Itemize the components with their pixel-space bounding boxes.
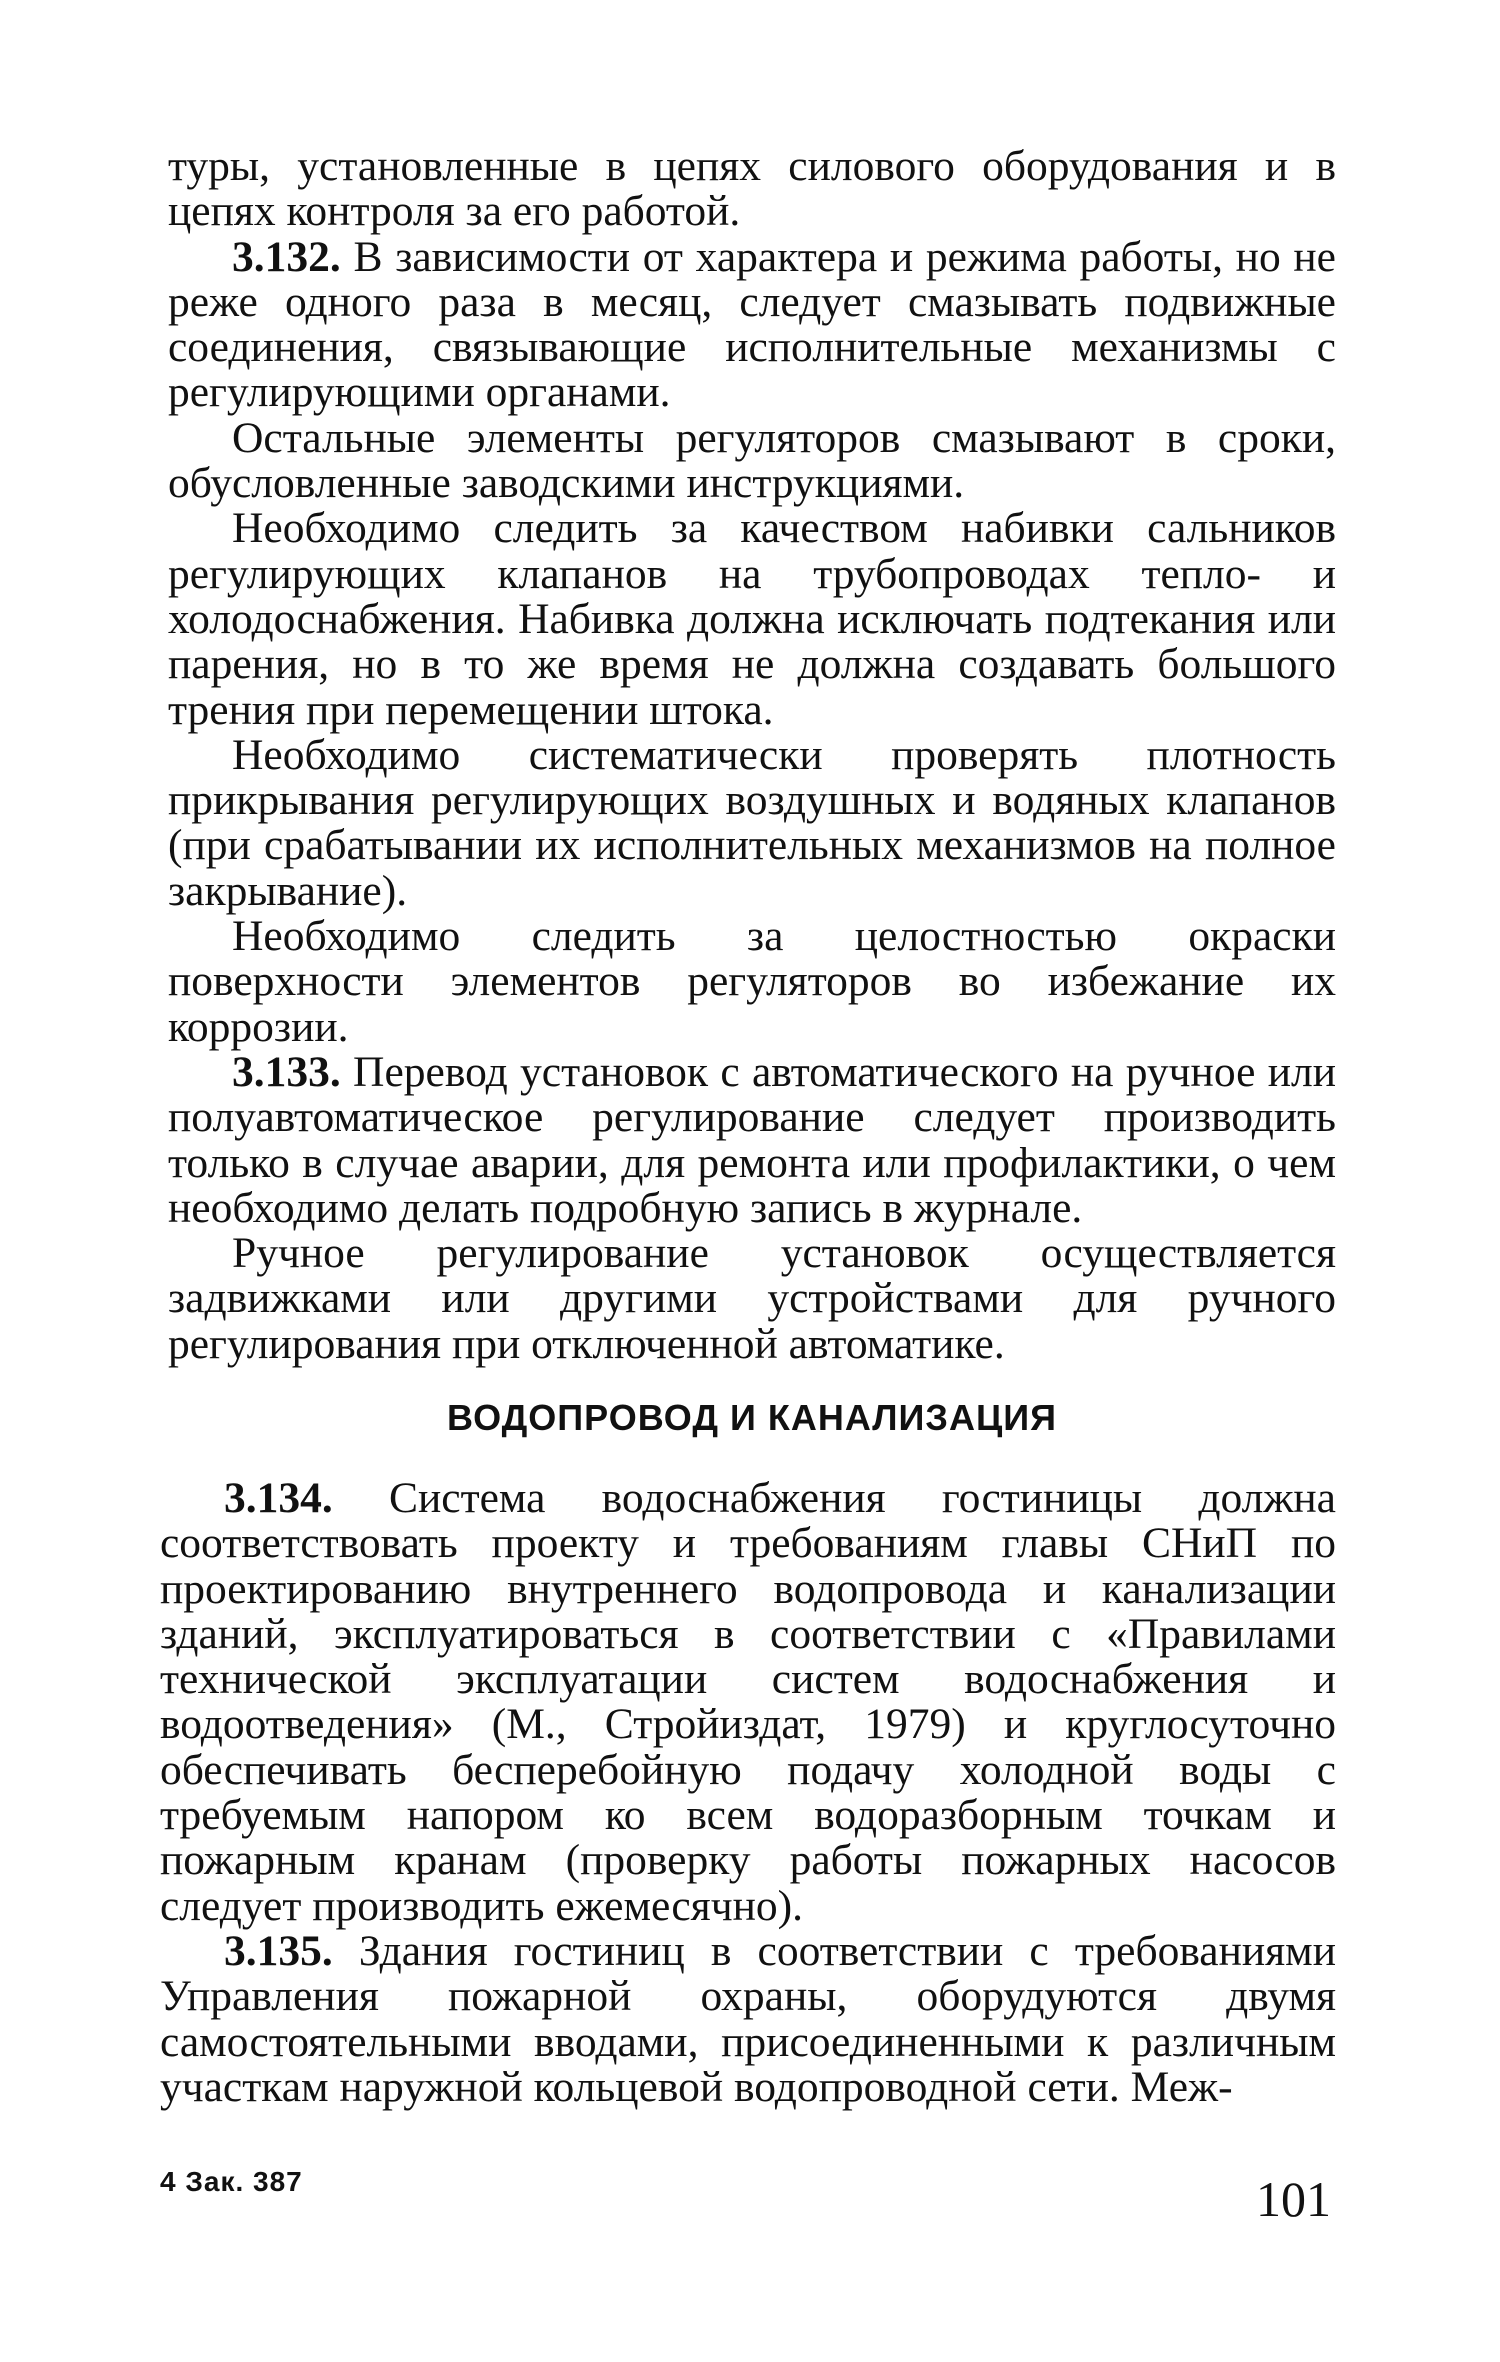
section-heading: ВОДОПРОВОД И КАНАЛИЗАЦИЯ (447, 1397, 1057, 1438)
print-order-code: 4 Зак. 387 (160, 2166, 303, 2197)
section-number: 3.134. (224, 1474, 333, 1522)
paragraph (168, 1231, 1336, 1367)
paragraph-text: В зависимости от характера и режима работы, но не реже одного раза в месяц, следует смазывать подвижные соединения, связывающие исполнительные механизмы с регулирующими органами. (168, 232, 1336, 417)
body-text-bottom (160, 1476, 1336, 2110)
paragraph (168, 914, 1336, 1050)
paragraph (168, 232, 1336, 417)
paragraph-text: Перевод установок с автоматического на ручное или полуавтоматическое регулирование следует производить только в случае аварии, для ремонта или профилактики, о чем необходимо делать подробную запись в журнале. (168, 1047, 1336, 1232)
paragraph-text: Необходимо следить за целостностью окраски поверхности элементов регуляторов во избежание их коррозии. (168, 912, 1336, 1051)
paragraph (160, 1476, 1336, 1929)
paragraph (160, 1926, 1336, 2111)
paragraph-text: Необходимо следить за качеством набивки сальников регулирующих клапанов на трубопроводах тепло- и холодоснабжения. Набивка должна исключать подтекания или парения, но в то же время не должна создавать большого трения при перемещении штока. (168, 504, 1336, 734)
paragraph-text: Система водоснабжения гостиницы должна соответствовать проекту и требованиям главы СНиП по проектированию внутреннего водопровода и канализации зданий, эксплуатироваться в соответствии с «Правилами технической эксплуатации систем водоснабжения и водоотведения» (М., Стройиздат, 1979) и круглосуточно обеспечивать бесперебойную подачу холодной воды с требуемым напором ко всем водоразборным точкам и пожарным кранам (проверку работы пожарных насосов следует производить ежемесячно). (160, 1474, 1336, 1930)
paragraph (168, 413, 1336, 508)
paragraph (168, 730, 1336, 915)
paragraph-text: Остальные элементы регуляторов смазывают в сроки, обусловленные заводскими инструкциями. (168, 413, 1336, 508)
body-text-top (168, 144, 1336, 1367)
section-number: 3.133. (232, 1047, 341, 1096)
paragraph-text: Необходимо систематически проверять плотность прикрывания регулирующих воздушных и водяных клапанов (при срабатывании их исполнительных механизмов на полное закрывание). (168, 730, 1336, 915)
paragraph (168, 506, 1336, 732)
section-number: 3.132. (232, 232, 341, 281)
paragraph (168, 144, 1336, 235)
paragraph-text: туры, установленные в цепях силового оборудования и в цепях контроля за его работой. (168, 142, 1336, 236)
paragraph-text: Ручное регулирование установок осуществляется задвижками или другими устройствами для ручного регулирования при отключенной автоматике. (168, 1229, 1336, 1368)
paragraph (168, 1047, 1336, 1232)
section-number: 3.135. (224, 1926, 333, 1975)
paragraph-text: Здания гостиниц в соответствии с требованиями Управления пожарной охраны, оборудуются двумя самостоятельными вводами, присоединенными к различным участкам наружной кольцевой водопроводной сети. Меж- (160, 1926, 1336, 2111)
page-number: 101 (1256, 2171, 1331, 2227)
